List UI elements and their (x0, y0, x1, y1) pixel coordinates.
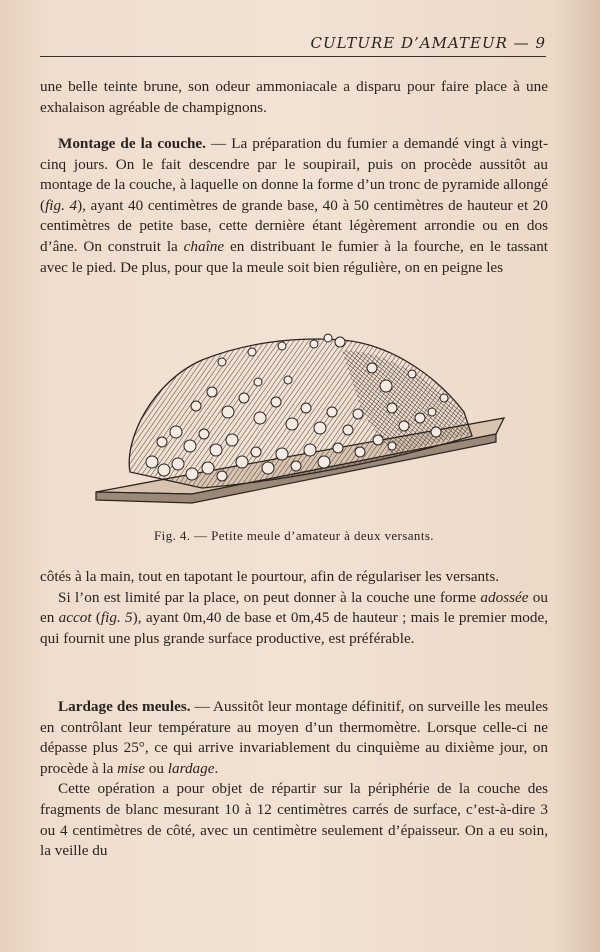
running-title: CULTURE D’AMATEUR (310, 34, 508, 52)
page-number: 9 (535, 34, 546, 52)
paragraph-intro (40, 77, 548, 118)
running-head (40, 34, 546, 57)
montage-heading: Montage de la couche. (58, 135, 206, 152)
fig-5-reference: fig. 5 (100, 609, 133, 627)
continuation-paragraph-2 (40, 588, 548, 650)
mushroom-bed-illustration (92, 322, 507, 512)
lardage-text-3: . (214, 759, 219, 777)
mise-term: mise (117, 759, 145, 777)
continuation-text-b: ou en (40, 588, 548, 627)
section-montage (40, 134, 548, 278)
section-continuation (40, 567, 548, 649)
accot-term: accot (58, 609, 92, 627)
lardage-dash: — (194, 698, 210, 715)
figure-caption: Fig. 4. — Petite meule d’amateur à deux versants. (154, 528, 434, 543)
continuation-text-a: Si l’on est limité par la place, on peut donner à la couche une forme (58, 588, 481, 606)
paragraph-intro-text: une belle teinte brune, son odeur ammoniacale a disparu pour faire place à une exhalaison agréable de champignons. (40, 78, 548, 116)
montage-text-3: en distribuant le fumier à la fourche, en le tassant avec le pied. De plus, pour que la meule soit bien régulière, on en peigne les (40, 237, 549, 276)
lardage-term: lardage (167, 759, 215, 777)
montage-text-1: La préparation du fumier a demandé vingt à vingt-cinq jours. On le fait descendre par le soupirail, puis on procède aussitôt au montage de la couche, à laquelle on donne la forme d’un tronc de pyramide allongé ( (40, 135, 549, 214)
continuation-text-c: ( (91, 609, 101, 627)
lardage-text-1: Aussitôt leur montage définitif, on surveille les meules en contrôlant leur température au moyen d’un thermomètre. Lorsque celle-ci ne dépasse plus 25°, ce qui arrive invariablement du cinquième au dixième jour, on procède à la (40, 698, 548, 777)
lardage-paragraph-2: Cette opération a pour objet de répartir sur la périphérie de la couche des fragments de blanc mesurant 10 à 12 centimètres carrés de surface, c’est-à-dire 3 ou 4 centimètres de côté, avec un centimètre seulement d’épaisseur. On a eu soin, la veille du (40, 780, 548, 860)
lardage-paragraph-1 (40, 697, 548, 779)
fig-4-reference: fig. 4 (45, 196, 78, 214)
header-separator: — (513, 34, 530, 52)
montage-text-2: ), ayant 40 centimètres de grande base, 40 à 50 centimètres de hauteur et 20 centimètres de petite base, cette dernière étant légèrement arrondie ou en dos d’âne. On construit la (40, 196, 548, 255)
montage-paragraph (40, 134, 548, 278)
chaine-term: chaîne (183, 237, 225, 255)
section-lardage (40, 697, 548, 862)
montage-dash: — (210, 135, 227, 152)
lardage-text-2: ou (145, 759, 168, 777)
continuation-text-d: ), ayant 0m,40 de base et 0m,45 de hauteur ; mais le premier mode, qui fournit une plus grande surface productive, est préférable. (40, 609, 548, 647)
continuation-paragraph-1: côtés à la main, tout en tapotant le pourtour, afin de régulariser les versants. (40, 568, 500, 585)
adossee-term: adossée (480, 588, 529, 606)
mushroom-bed-drawing (92, 322, 507, 512)
lardage-heading: Lardage des meules. (58, 698, 191, 715)
